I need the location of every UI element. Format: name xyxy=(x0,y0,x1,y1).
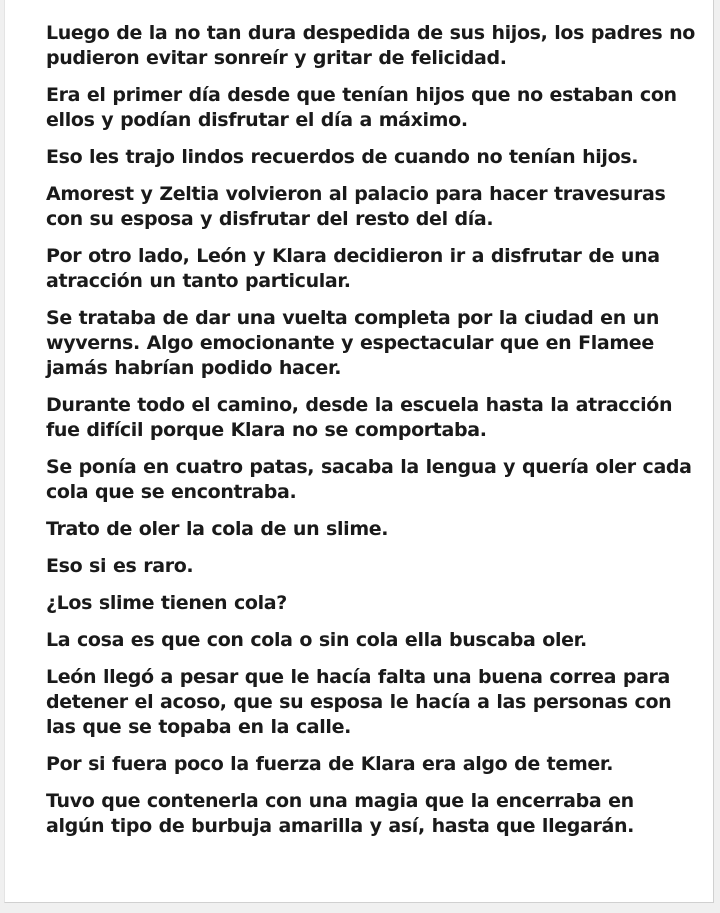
paragraph xyxy=(46,455,692,505)
paragraph xyxy=(46,591,686,616)
text-line: las que se topaba en la calle. xyxy=(46,716,351,738)
text-line: cola que se encontraba. xyxy=(46,481,297,503)
paragraph xyxy=(46,182,686,232)
paragraph xyxy=(46,628,686,653)
paragraph xyxy=(46,393,686,443)
text-line: algún tipo de burbuja amarilla y así, hasta que llegarán. xyxy=(46,815,635,837)
text-line: ellos y podían disfrutar el día a máximo. xyxy=(46,109,468,131)
text-line: Por otro lado, León y Klara decidieron ir a disfrutar de una xyxy=(46,245,660,267)
text-line: Luego de la no tan dura despedida de sus hijos, los padres no xyxy=(46,22,695,44)
text-line: Trato de oler la cola de un slime. xyxy=(46,518,389,540)
paragraph xyxy=(46,554,686,579)
paragraph xyxy=(46,752,686,777)
paragraph xyxy=(46,306,686,381)
text-line: Amorest y Zeltia volvieron al palacio para hacer travesuras xyxy=(46,183,666,205)
text-line: La cosa es que con cola o sin cola ella buscaba oler. xyxy=(46,629,587,651)
paragraph xyxy=(46,21,695,71)
text-line: ¿Los slime tienen cola? xyxy=(46,592,287,614)
text-line: atracción un tanto particular. xyxy=(46,270,351,292)
paragraph xyxy=(46,789,686,839)
text-line: con su esposa y disfrutar del resto del día. xyxy=(46,208,494,230)
text-line: Tuvo que contenerla con una magia que la encerraba en xyxy=(46,790,634,812)
text-line: wyverns. Algo emocionante y espectacular que en Flamee xyxy=(46,332,654,354)
text-line: Durante todo el camino, desde la escuela hasta la atracción xyxy=(46,394,673,416)
document-page xyxy=(4,0,714,903)
text-line: pudieron evitar sonreír y gritar de felicidad. xyxy=(46,47,507,69)
paragraph xyxy=(46,665,686,740)
text-line: Se trataba de dar una vuelta completa por la ciudad en un xyxy=(46,307,660,329)
text-line: fue difícil porque Klara no se comportaba. xyxy=(46,419,487,441)
text-line: Eso si es raro. xyxy=(46,555,194,577)
paragraph xyxy=(46,83,686,133)
paragraph xyxy=(46,145,686,170)
text-line: Se ponía en cuatro patas, sacaba la lengua y quería oler cada xyxy=(46,456,692,478)
text-line: Era el primer día desde que tenían hijos que no estaban con xyxy=(46,84,677,106)
document-body xyxy=(46,21,695,851)
text-line: Por si fuera poco la fuerza de Klara era algo de temer. xyxy=(46,753,614,775)
text-line: detener el acoso, que su esposa le hacía a las personas con xyxy=(46,691,672,713)
paragraph xyxy=(46,517,686,542)
paragraph xyxy=(46,244,686,294)
text-line: León llegó a pesar que le hacía falta una buena correa para xyxy=(46,666,671,688)
text-line: jamás habrían podido hacer. xyxy=(46,357,342,379)
text-line: Eso les trajo lindos recuerdos de cuando no tenían hijos. xyxy=(46,146,639,168)
